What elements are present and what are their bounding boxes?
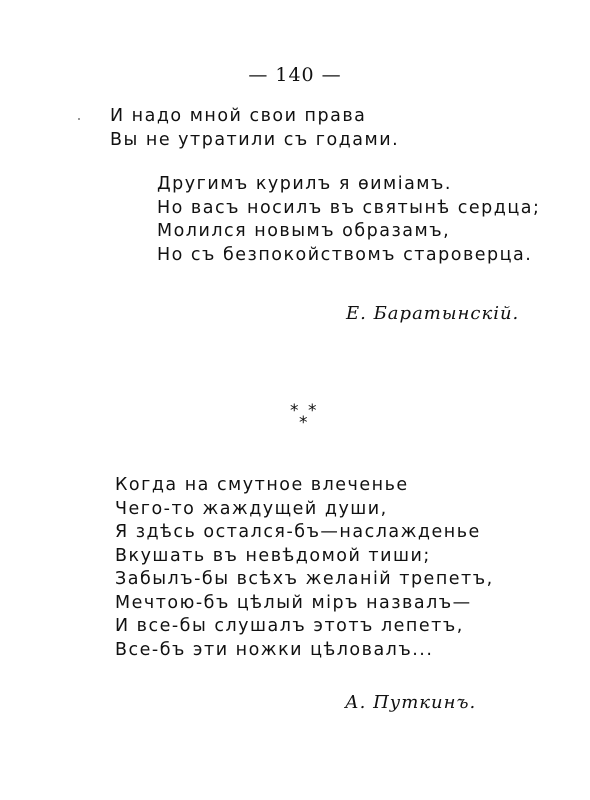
poem-line: И все-бы слушалъ этотъ лепетъ, (115, 616, 464, 636)
poem-1-stanza-2 (157, 173, 540, 267)
poem-line: Чего-то жаждущей души, (115, 498, 388, 519)
poem-1-stanza-1 (110, 105, 399, 152)
asterisk: * (308, 401, 317, 421)
poem-2-stanza-1 (115, 474, 494, 662)
poem-line: Мечтою-бъ цѣлый міръ назвалъ— (115, 592, 472, 613)
poem-line: Но съ безпокойствомъ староверца. (157, 244, 533, 265)
poem-line: Вкушать въ невѣдомой тиши; (115, 545, 431, 566)
poem-line: Но васъ носилъ въ святынѣ сердца; (157, 197, 541, 218)
poem-2-author: А. Путкинъ. (345, 692, 477, 713)
asterisk: * (290, 401, 299, 421)
poem-line: И надо мной свои права (110, 106, 367, 126)
poem-1-author: Е. Баратынскій. (346, 303, 520, 324)
asterisk: * (299, 413, 308, 433)
asterism-separator (288, 403, 328, 435)
scan-speck (78, 118, 80, 120)
poem-line: Все-бъ эти ножки цѣловалъ... (115, 639, 434, 660)
poem-line: Я здѣсь остался-бъ—наслажденье (115, 522, 481, 542)
poem-line: Молился новымъ образамъ, (157, 221, 451, 241)
poem-line: Забылъ-бы всѣхъ желаній трепетъ, (115, 569, 494, 589)
poem-line: Другимъ курилъ я ѳиміамъ. (157, 174, 452, 194)
page-number: — 140 — (248, 64, 342, 86)
poem-line: Когда на смутное влеченье (115, 475, 409, 495)
poem-line: Вы не утратили съ годами. (110, 129, 400, 150)
